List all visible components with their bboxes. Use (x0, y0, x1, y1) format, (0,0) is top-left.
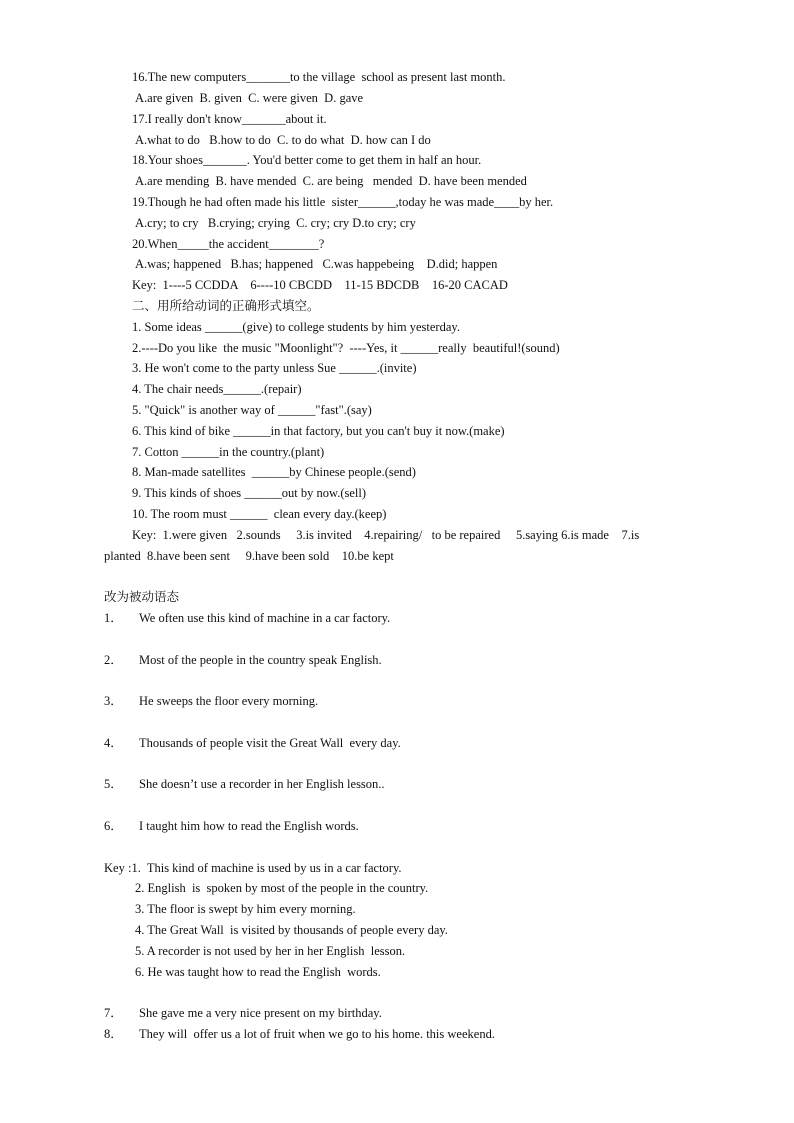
passive-item-6 (104, 818, 359, 834)
answer-key-part1: Key: 1----5 CCDDA 6----10 CBCDD 11-15 BDCDB 16-20 CACAD (132, 278, 508, 292)
item-text: She gave me a very nice present on my birthday. (139, 1006, 382, 1020)
item-number: 6． (104, 819, 123, 833)
question-17: 17.I really don't know_______about it. (132, 112, 327, 126)
question-18: 18.Your shoes_______. You'd better come to get them in half an hour. (132, 153, 482, 167)
passive-item-3 (104, 693, 318, 709)
key-answer-4: 4. The Great Wall is visited by thousands of people every day. (135, 923, 448, 937)
passive-item-1 (104, 610, 390, 626)
options-19: A.cry; to cry B.crying; crying C. cry; cry D.to cry; cry (135, 216, 416, 230)
item-text: She doesn’t use a recorder in her English lesson.. (139, 777, 385, 791)
item-number: 5． (104, 777, 123, 791)
passive-item-7 (104, 1005, 382, 1021)
section-heading-verb-forms: 二、用所给动词的正确形式填空。 (132, 299, 320, 313)
question-19: 19.Though he had often made his little sister______,today he was made____by her. (132, 195, 554, 209)
passive-item-2 (104, 652, 382, 668)
item-text: We often use this kind of machine in a car factory. (139, 611, 391, 625)
fill-item-4: 4. The chair needs______.(repair) (132, 382, 302, 396)
fill-item-6: 6. This kind of bike ______in that factory, but you can't buy it now.(make) (132, 424, 505, 438)
key-answer-5: 5. A recorder is not used by her in her English lesson. (135, 944, 406, 958)
passive-item-8 (104, 1026, 495, 1042)
fill-item-2: 2.----Do you like the music "Moonlight"? ----Yes, it ______really beautiful!(sound) (132, 341, 560, 355)
item-number: 2． (104, 653, 123, 667)
fill-item-1: 1. Some ideas ______(give) to college students by him yesterday. (132, 320, 460, 334)
key-label: Key : (104, 861, 132, 875)
key-answer-2: 2. English is spoken by most of the people in the country. (135, 881, 429, 895)
fill-item-5: 5. "Quick" is another way of ______"fast".(say) (132, 403, 372, 417)
item-number: 3． (104, 694, 123, 708)
item-text: He sweeps the floor every morning. (139, 694, 319, 708)
fill-item-8: 8. Man-made satellites ______by Chinese people.(send) (132, 465, 416, 479)
answer-key-part2-line1: Key: 1.were given 2.sounds 3.is invited 4.repairing/ to be repaired 5.saying 6.is made 7.is (132, 528, 640, 542)
fill-item-10: 10. The room must ______ clean every day.(keep) (132, 507, 387, 521)
options-16: A.are given B. given C. were given D. gave (135, 91, 364, 105)
item-text: Thousands of people visit the Great Wall every day. (139, 736, 401, 750)
answer-key-part3-line1 (104, 860, 402, 876)
item-text: I taught him how to read the English words. (139, 819, 359, 833)
passive-item-4 (104, 735, 401, 751)
options-17: A.what to do B.how to do C. to do what D. how can I do (135, 133, 431, 147)
fill-item-7: 7. Cotton ______in the country.(plant) (132, 445, 325, 459)
item-text: Most of the people in the country speak English. (139, 653, 382, 667)
section-heading-passive: 改为被动语态 (104, 590, 180, 604)
key-answer-6: 6. He was taught how to read the English words. (135, 965, 381, 979)
item-text: They will offer us a lot of fruit when we go to his home. this weekend. (139, 1027, 495, 1041)
item-number: 1． (104, 611, 123, 625)
options-20: A.was; happened B.has; happened C.was happebeing D.did; happen (135, 257, 498, 271)
options-18: A.are mending B. have mended C. are being mended D. have been mended (135, 174, 527, 188)
question-16: 16.The new computers_______to the village school as present last month. (132, 70, 506, 84)
item-number: 7． (104, 1006, 123, 1020)
key-answer-1: 1. This kind of machine is used by us in a car factory. (131, 861, 402, 875)
fill-item-9: 9. This kinds of shoes ______out by now.(sell) (132, 486, 367, 500)
passive-item-5 (104, 776, 385, 792)
question-20: 20.When_____the accident________? (132, 237, 325, 251)
answer-key-part2-line2: planted 8.have been sent 9.have been sold 10.be kept (104, 549, 394, 563)
fill-item-3: 3. He won't come to the party unless Sue ______.(invite) (132, 361, 417, 375)
item-number: 4． (104, 736, 123, 750)
item-number: 8． (104, 1027, 123, 1041)
key-answer-3: 3. The floor is swept by him every morning. (135, 902, 356, 916)
